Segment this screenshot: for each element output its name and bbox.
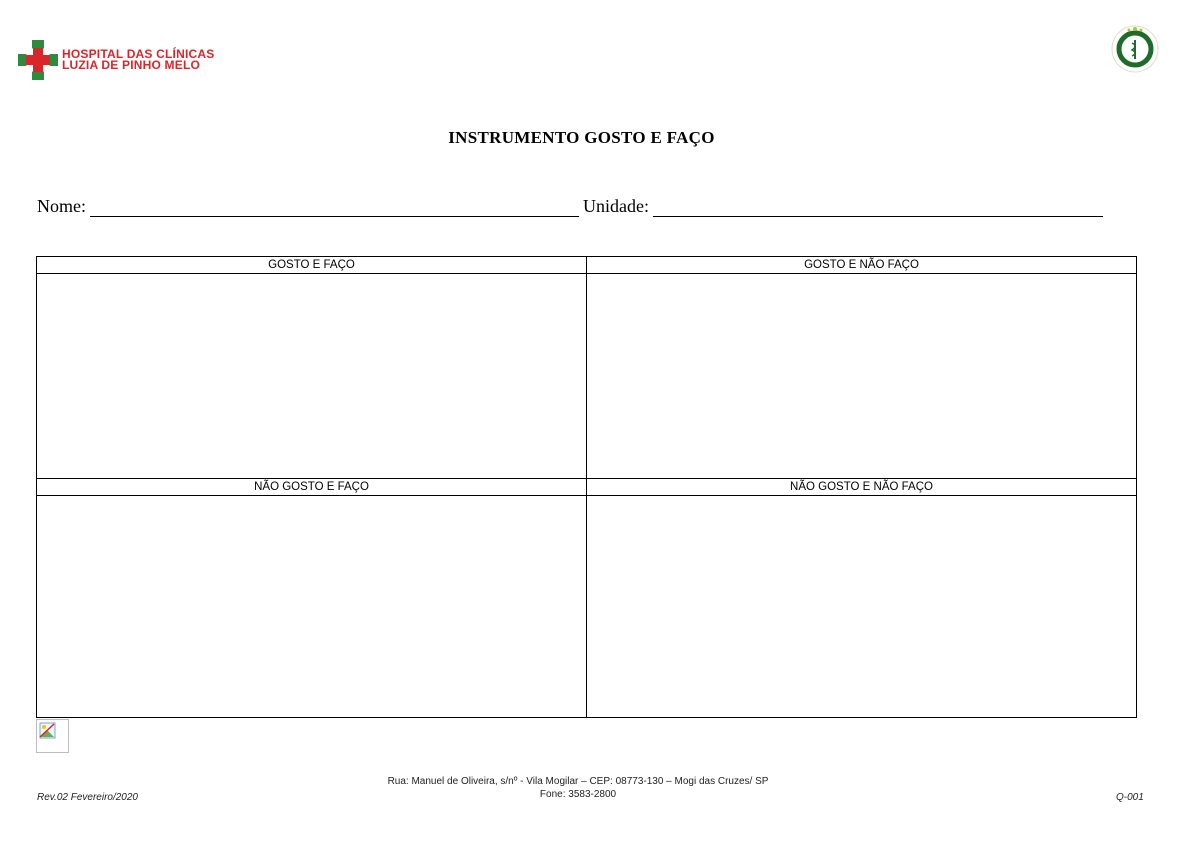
revision-label: Rev.02 Fevereiro/2020 — [37, 792, 138, 803]
quadrant-header: GOSTO E NÃO FAÇO — [587, 257, 1136, 274]
hospital-name-line2: LUZIA DE PINHO MELO — [62, 58, 201, 72]
quadrant-nao-gosto-e-nao-faco[interactable] — [587, 479, 1136, 717]
quadrant-gosto-e-faco[interactable] — [37, 257, 586, 478]
footer-address — [340, 775, 816, 801]
hospital-logo — [18, 40, 214, 80]
quadrant-header: NÃO GOSTO E FAÇO — [37, 479, 586, 496]
medical-emblem-icon — [1110, 24, 1160, 79]
hospital-name — [62, 49, 214, 71]
quadrant-nao-gosto-e-faco[interactable] — [37, 479, 586, 717]
red-cross-logo-icon — [18, 40, 58, 80]
name-label: Nome: — [37, 196, 86, 216]
quadrant-header: NÃO GOSTO E NÃO FAÇO — [587, 479, 1136, 496]
name-unit-row — [37, 196, 1103, 217]
form-code: Q-001 — [1116, 792, 1144, 803]
quadrant-gosto-e-nao-faco[interactable] — [587, 257, 1136, 478]
document-title: INSTRUMENTO GOSTO E FAÇO — [448, 128, 715, 147]
quadrant-grid — [36, 256, 1137, 718]
broken-image-icon — [36, 719, 69, 753]
name-field[interactable] — [90, 198, 579, 217]
hospital-name-line1: HOSPITAL DAS CLÍNICAS — [62, 47, 215, 61]
quadrant-header: GOSTO E FAÇO — [37, 257, 586, 274]
unit-field[interactable] — [653, 198, 1103, 217]
phone-line: Fone: 3583-2800 — [539, 789, 617, 800]
address-line: Rua: Manuel de Oliveira, s/nº - Vila Mogilar – CEP: 08773-130 – Mogi das Cruzes/ SP — [387, 776, 769, 787]
unit-label: Unidade: — [583, 196, 649, 216]
